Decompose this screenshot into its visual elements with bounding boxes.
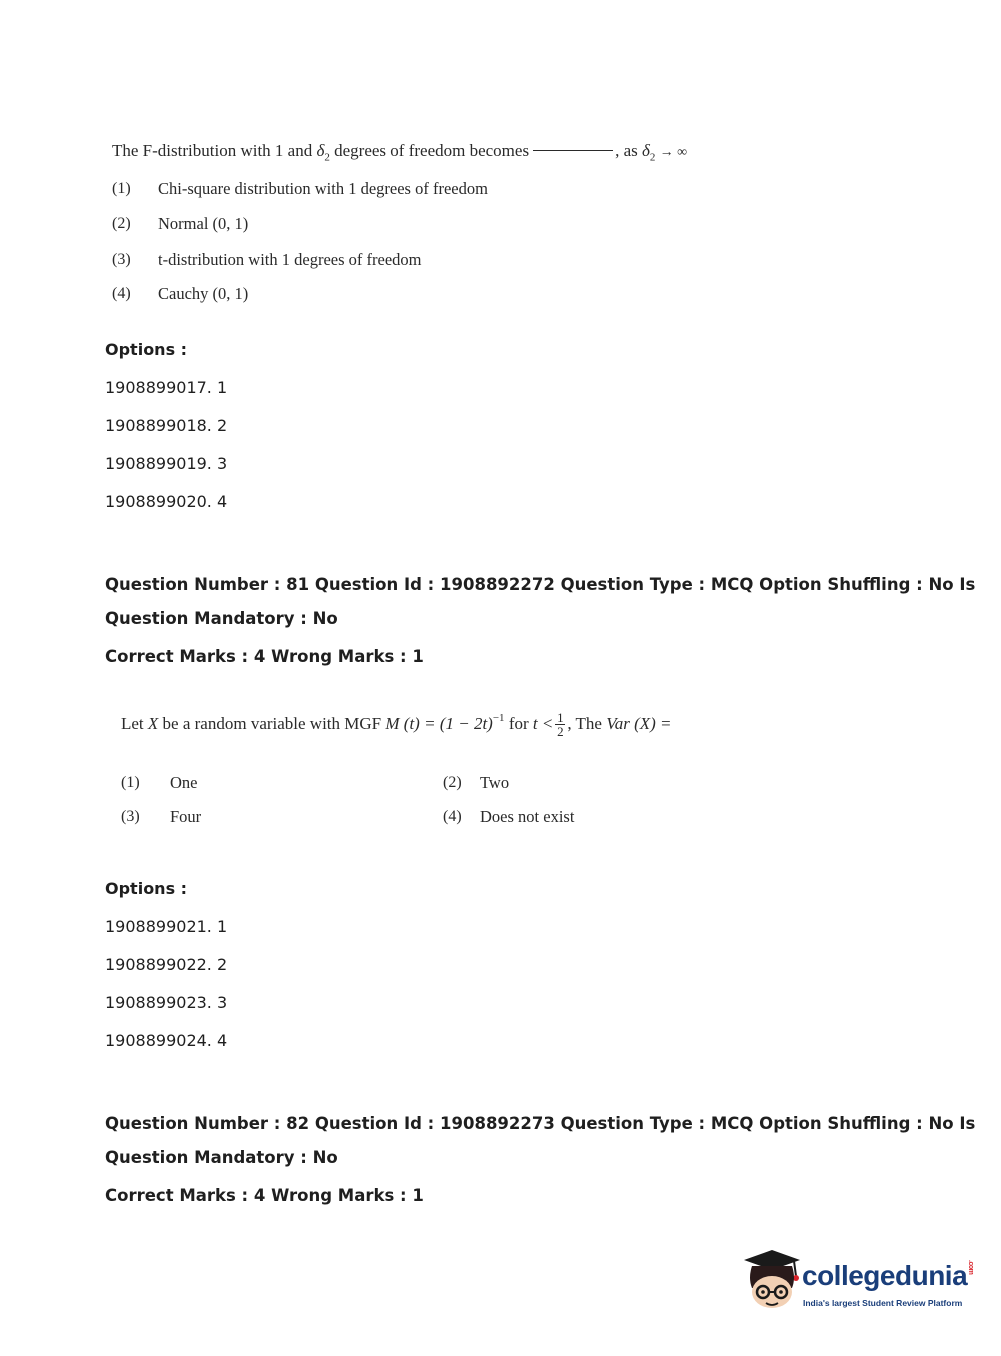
q81-fraction — [555, 711, 565, 738]
q81-option-id: 1908899023. 3 — [105, 993, 228, 1012]
logo-wordmark — [802, 1260, 974, 1292]
q80-stem-intro: The F-distribution with 1 and — [112, 141, 313, 160]
q80-choice-text: Chi-square distribution with 1 degrees of freedom — [158, 179, 488, 198]
q81-choice-num: (1) — [121, 774, 140, 791]
logo-tagline: India's largest Student Review Platform — [803, 1298, 963, 1308]
q81-stem-the: , The — [567, 714, 602, 733]
q81-choice-text: Two — [480, 773, 510, 792]
q80-choice-num: (4) — [112, 285, 131, 302]
q81-meta-line-2: Question Mandatory : No — [105, 609, 338, 628]
q81-frac-den: 2 — [557, 723, 564, 739]
q80-option-id: 1908899020. 4 — [105, 492, 228, 511]
q81-option-id: 1908899022. 2 — [105, 955, 228, 974]
q80-delta-sub: 2 — [324, 151, 330, 164]
q82-meta-line-2: Question Mandatory : No — [105, 1148, 338, 1167]
q81-choice-num: (2) — [443, 774, 462, 791]
q81-meta-line-1: Question Number : 81 Question Id : 1908892272 Question Type : MCQ Option Shuffling : No Is — [105, 575, 976, 594]
q80-as-text: , as — [615, 141, 638, 160]
q81-mgf-exponent: −1 — [492, 712, 505, 724]
mascot-icon — [742, 1248, 802, 1316]
q81-option-id: 1908899021. 1 — [105, 917, 228, 936]
q80-option-id: 1908899018. 2 — [105, 416, 228, 435]
q82-meta-line-1: Question Number : 82 Question Id : 1908892273 Question Type : MCQ Option Shuffling : No Is — [105, 1114, 976, 1133]
q80-choice-num: (3) — [112, 251, 131, 268]
q80-option-id: 1908899019. 3 — [105, 454, 228, 473]
q81-option-id: 1908899024. 4 — [105, 1031, 228, 1050]
q80-choice-num: (1) — [112, 180, 131, 197]
q81-mgf: M (t) = (1 − 2t) — [385, 714, 493, 733]
q80-options-label: Options : — [105, 340, 188, 359]
collegedunia-logo[interactable] — [742, 1248, 975, 1318]
q81-choice-num: (3) — [121, 808, 140, 825]
q81-meta-line-3: Correct Marks : 4 Wrong Marks : 1 — [105, 647, 424, 666]
q80-choice-num: (2) — [112, 215, 131, 232]
q81-options-label: Options : — [105, 879, 188, 898]
q81-stem-desc: be a random variable with MGF — [162, 714, 382, 733]
q82-meta-line-3: Correct Marks : 4 Wrong Marks : 1 — [105, 1186, 424, 1205]
q81-choice-text: One — [170, 773, 198, 792]
q80-delta: δ — [316, 141, 325, 160]
q81-stem — [121, 706, 672, 742]
q81-var: Var (X) = — [606, 714, 672, 733]
q80-choice-text: t-distribution with 1 degrees of freedom — [158, 250, 422, 269]
q80-delta-sub-2: 2 — [649, 151, 656, 164]
q81-choice-text: Does not exist — [480, 807, 575, 826]
q80-stem-after: degrees of freedom becomes — [334, 141, 530, 160]
q80-arrow-infinity: → ∞ — [659, 145, 688, 160]
q81-choice-num: (4) — [443, 808, 462, 825]
q81-stem-let: Let — [121, 714, 144, 733]
q81-stem-for: for — [508, 714, 529, 733]
answer-blank — [533, 150, 613, 151]
q80-option-id: 1908899017. 1 — [105, 378, 228, 397]
q80-delta-2: δ — [641, 141, 650, 160]
q80-choice-text: Cauchy (0, 1) — [158, 284, 249, 303]
q80-stem — [112, 141, 687, 163]
q81-choice-text: Four — [170, 807, 202, 826]
q80-choice-text: Normal (0, 1) — [158, 214, 249, 233]
logo-dotcom: .com — [967, 1260, 975, 1275]
q81-frac-num: 1 — [557, 709, 564, 725]
logo-name: collegedunia — [802, 1260, 968, 1291]
q81-x: X — [147, 714, 159, 733]
q81-t: t < — [532, 714, 554, 733]
